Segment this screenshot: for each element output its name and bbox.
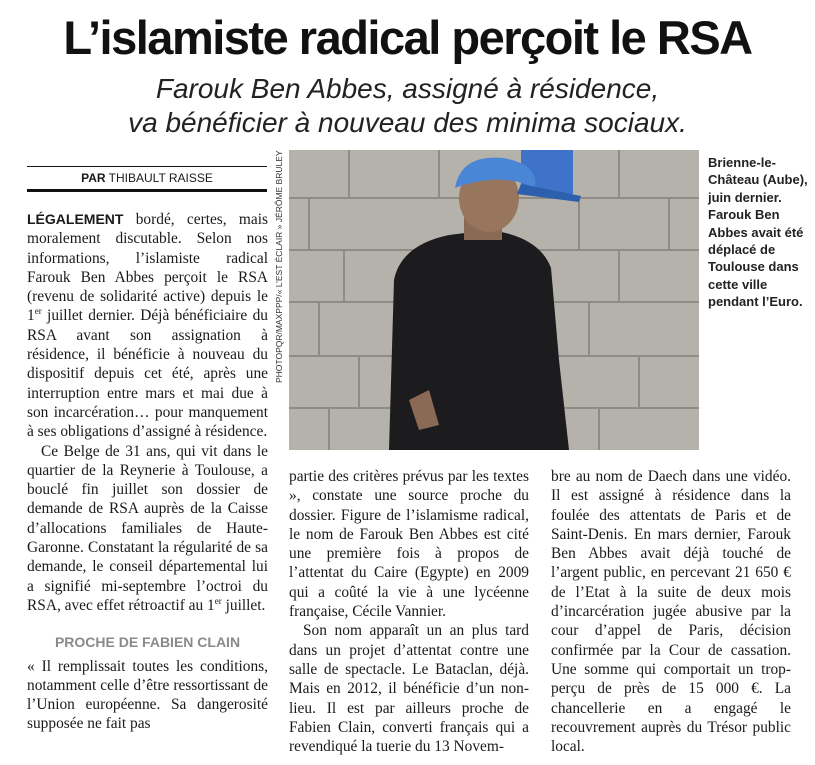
paragraph-4-end: bre au nom de Daech dans une vidéo. Il est assigné à résidence dans la foulée des attentats de Paris et de Saint-Denis. En mars dernier, Farouk Ben Abbes avait déjà touché de l’argent public, en percevant 21 650 € de l’Etat à la suite de deux mois d’incarcération jugée abusive par la cour d’appel de Paris, décision confirmée par la Cour de cassation. Une somme qui comportait un trop-perçu de près de 15 000 €. La chancellerie en a engagé le recouvrement auprès du Trésor public local. xyxy=(551,468,791,756)
subtitle xyxy=(0,72,815,140)
paragraph-1-text-end: juillet dernier. Déjà bénéficiaire du RSA avant son assignation à résidence, il bénéficie à nouveau du dispositif depuis cet été, après une interruption entre mars et mai due à son incarcération… pour manquement à ses obligations d’assigné à résidence. xyxy=(27,307,268,441)
paragraph-2 xyxy=(27,442,268,616)
article-column-1 xyxy=(27,210,268,734)
headline: L’islamiste radical perçoit le RSA xyxy=(63,11,752,64)
byline-author: THIBAULT RAISSE xyxy=(108,171,213,185)
superscript: er xyxy=(34,306,42,317)
intertitle: PROCHE DE FABIEN CLAIN xyxy=(54,634,241,651)
photo-credit: PHOTOPQR/MAXPPP/« L’EST ÉCLAIR » JÉRÔME BRULEY xyxy=(274,150,284,383)
article-column-2 xyxy=(289,467,529,756)
superscript: er xyxy=(214,595,222,606)
paragraph-1-text: bordé, certes, mais moralement discutable. Selon nos informations, l’islamiste radical Farouk Ben Abbes perçoit le RSA (revenu de solidarité active) depuis le 1 xyxy=(27,211,268,325)
paragraph-2-text-end: juillet. xyxy=(221,596,266,614)
byline xyxy=(27,166,267,192)
lead-word: LÉGALEMENT xyxy=(27,211,124,227)
paragraph-4-start: Son nom apparaît un an plus tard dans un projet d’attentat contre une salle de spectacle. Le Bataclan, déjà. Mais en 2012, il bénéficie d’un non-lieu. Il est par ailleurs proche de Fabien Clain, converti français qui a revendiqué la tuerie du 13 Novem- xyxy=(289,622,529,756)
paragraph-3-start: « Il remplissait toutes les conditions, notamment celle d’être ressortissant de l’Union européenne. Sa dangerosité supposée ne fait pas xyxy=(27,657,268,733)
paragraph-1 xyxy=(27,210,268,442)
photo-illustration xyxy=(289,150,699,450)
paragraph-3-end: partie des critères prévus par les textes », constate une source proche du dossier. Figure de l’islamisme radical, le nom de Farouk Ben Abbes est cité une première fois à propos de l’attentat du Caire (Egypte) en 2009 qui a coûté la vie à une lycéenne française, Cécile Vannier. xyxy=(289,468,529,621)
byline-prefix: PAR xyxy=(81,171,106,185)
subtitle-line-2: va bénéficier à nouveau des minima sociaux. xyxy=(128,107,687,138)
photo-caption: Brienne-le-Château (Aube), juin dernier. Farouk Ben Abbes avait été déplacé de Toulouse dans cette ville pendant l’Euro. xyxy=(708,155,808,310)
article-photo xyxy=(289,150,699,450)
subtitle-line-1: Farouk Ben Abbes, assigné à résidence, xyxy=(155,73,660,104)
article-column-3 xyxy=(551,467,791,756)
paragraph-2-text: Ce Belge de 31 ans, qui vit dans le quartier de la Reynerie à Toulouse, a bouclé fin juillet son dossier de demande de RSA auprès de la Caisse d’allocations familiales de Haute-Garonne. Constatant la régularité de sa demande, le conseil départemental lui a signifié mi-septembre l’octroi du RSA, avec effet rétroactif au 1 xyxy=(27,442,268,614)
